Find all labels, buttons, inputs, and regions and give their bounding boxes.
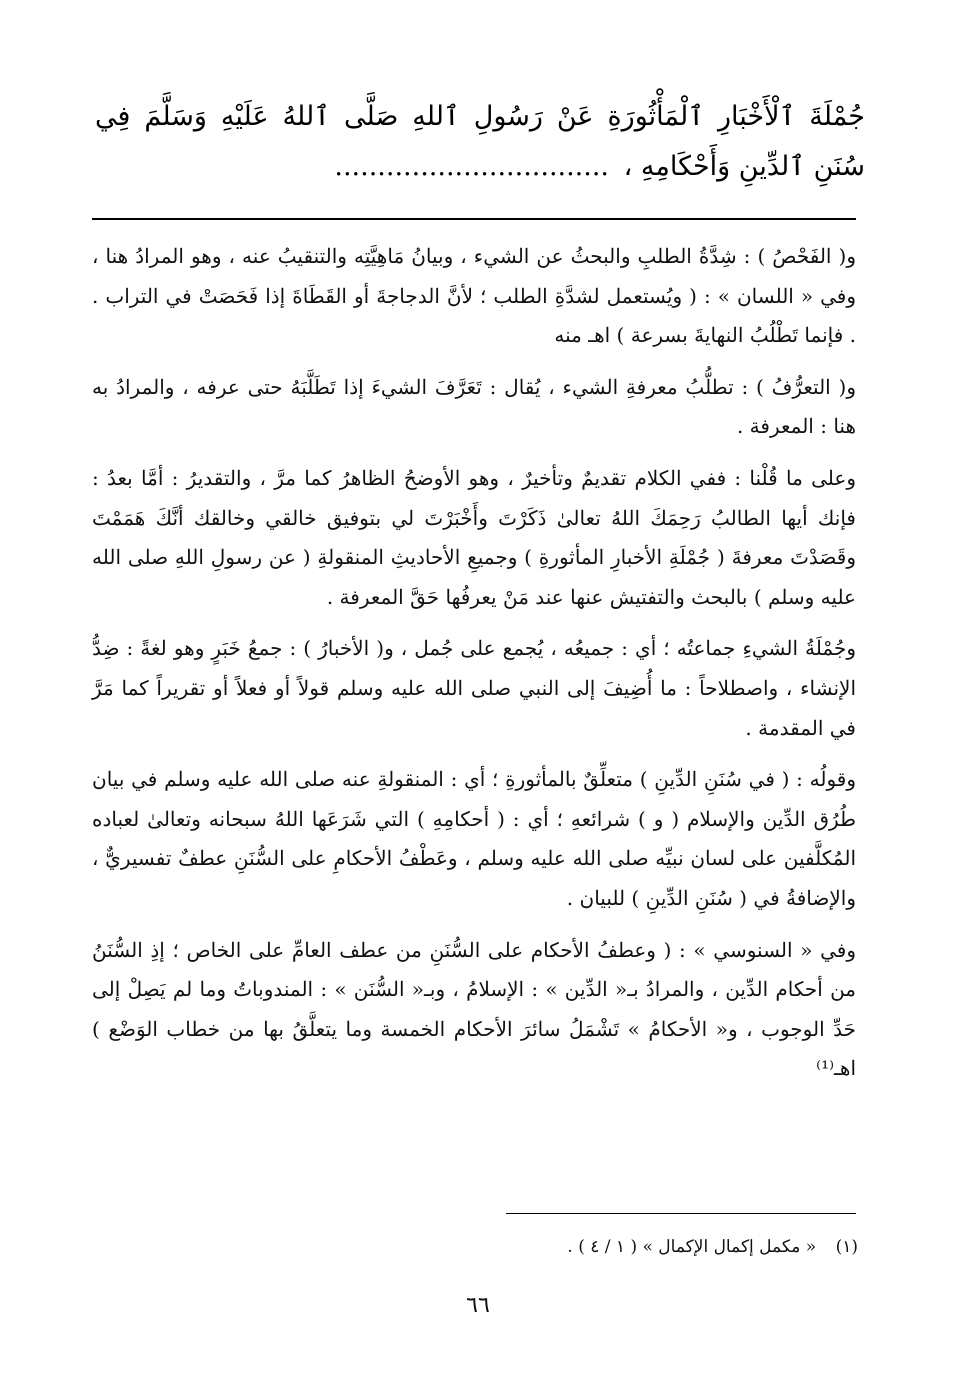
footnote-text: « مكمل إكمال الإكمال » ( ١ / ٤ ) . [567,1237,817,1257]
paragraph: و( الفَحْصُ ) : شِدَّةُ الطلبِ والبحثُ عن الشيء ، وبيانُ مَاهِيَّتِه والتنقيبُ عنه ، وهو المرادُ هنا ، وفي « اللسان » : ( ويُستعمل لشدَّةِ الطلب ؛ لأنَّ الدجاجةَ أو القَطَاةَ إذا فَحَصَتْ في التراب . . فإنما تَطْلُبُ النهايةَ بسرعة ) اهـ منه [92,244,856,348]
header-text: جُمْلَةَ ٱلْأَخْبَارِ ٱلْمَأْثُورَةِ عَنْ رَسُولِ ٱللهِ صَلَّى ٱللهُ عَلَيْهِ وَسَلَّمَ فِي سُنَنِ ٱلدِّينِ وَأَحْكَامِهِ ، [95,101,865,182]
commentary-body [92,237,856,1101]
page-number: ٦٦ [466,1293,490,1318]
paragraph: وقولُه : ( في سُنَنِ الدِّينِ ) متعلِّقٌ بالمأثورةِ ؛ أي : المنقولةِ عنه صلى الله عليه وسلم في بيان طُرُق الدِّين والإسلام ( و ) شرائعهِ ؛ أي : ( أحكامِهِ ) التي شَرَعَها اللهُ سبحانه وتعالىٰ لعباده المُكلَّفين على لسان نبيِّه صلى الله عليه وسلم ، وعَطْفُ الأحكامِ على السُّنَنِ عطفٌ تفسيريٌّ ، والإضافةُ في ( سُنَنِ الدِّينِ ) للبيان . [92,767,856,910]
header-divider [92,218,856,220]
header-dots: ................................ [334,151,610,182]
footnote [567,1234,858,1260]
header-text-block [95,92,865,192]
paragraph: وعلى ما قُلْنا : ففي الكلام تقديمٌ وتأخيرٌ ، وهو الأوضحُ الظاهرُ كما مرَّ ، والتقديرُ : أمَّا بعدُ : فإنك أيها الطالبُ رَحِمَكَ اللهُ تعالىٰ ذَكَرْتَ وأَخْبَرْتَ لي بتوفيق خالقي وخالقك أنَّكَ هَمَمْتَ وقَصَدْتَ معرفةَ ( جُمْلَةِ الأخبارِ المأثورةِ ) وجميعِ الأحاديثِ المنقولةِ ( عن رسولِ اللهِ صلى الله عليه وسلم ) بالبحث والتفتيش عنها عند مَنْ يعرفُها حَقَّ المعرفة . [92,465,856,609]
paragraph: وجُمْلَةُ الشيءِ جماعتُه ؛ أي : جميعُه ، يُجمع على جُمل ، و( الأخبارُ ) : جمعُ خَبَرٍ وهو لغةً : ضِدُّ الإنشاء ، واصطلاحاً : ما أُضِيفَ إلى النبي صلى الله عليه وسلم قولاً أو فعلاً أو تقريراً كما مَرَّ في المقدمة . [92,636,856,740]
footnote-number: (١) [835,1237,858,1257]
footnote-divider [506,1213,856,1214]
paragraph: و( التعرُّفُ ) : تطلُّبُ معرفةِ الشيء ، يُقال : تَعَرَّفَ الشيءَ إذا تَطَلَّبَهُ حتى عرفه ، والمرادُ به هنا : المعرفة . [92,374,856,439]
paragraph: وفي « السنوسي » : ( وعطفُ الأحكام على السُّنَنِ من عطف العامِّ على الخاص ؛ إذِ السُّنَنُ من أحكام الدِّين ، والمرادُ بـ« الدِّين » : الإسلامُ ، وبـ« السُّنَن » : المندوباتُ وما لم يَصِلْ إلى حَدِّ الوجوب ، و« الأحكامُ » تَشْمَلُ سائرَ الأحكام الخمسة وما يتعلَّقُ بها من خطاب الوَضْع ) اهـ⁽¹⁾ [92,937,857,1081]
